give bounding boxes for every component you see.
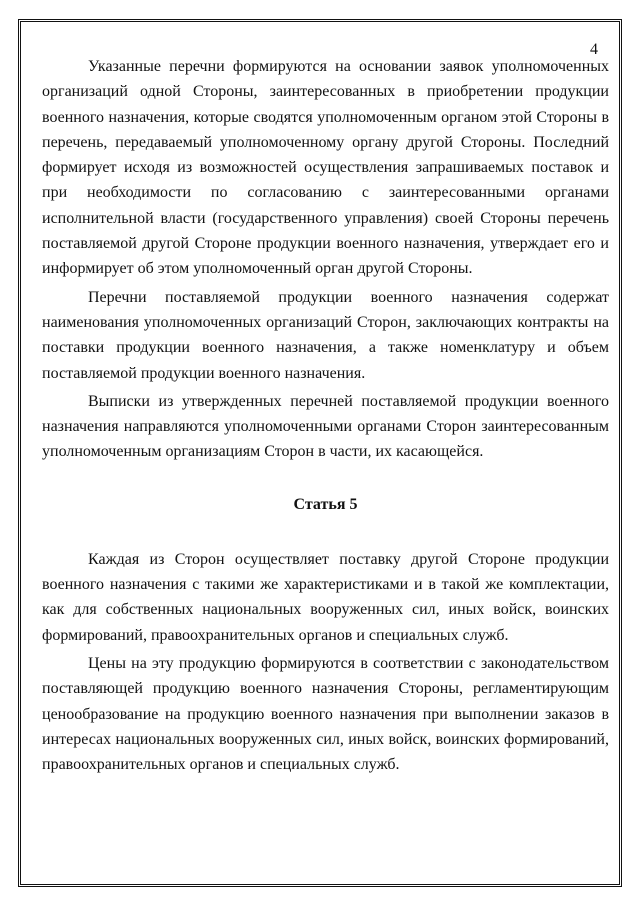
paragraph-extracts: Выписки из утвержденных перечней поставляемой продукции военного назначения направляются уполномоченными органами Сторон заинтересованным уполномоченным организациям Сторон в части, их касающейся. [42,392,609,461]
paragraph-pricing: Цены на эту продукцию формируются в соответствии с законодательством поставляющей продукцию военного назначения Стороны, регламентирующим ценообразование на продукцию военного назначения при выполнении заказов в интересах национальных вооруженных сил, иных войск, воинских формирований, правоохранительных органов и специальных служб. [42,654,609,774]
page-number: 4 [590,41,598,58]
paragraph-lists-formation: Указанные перечни формируются на основании заявок уполномоченных организаций одной Стороны, заинтересованных в приобретении продукции военного назначения, которые сводятся уполномоченным органом этой Стороны в перечень, передаваемый уполномоченному органу другой Стороны. Последний формирует исходя из возможностей осуществления запрашиваемых поставок и при необходимости по согласованию с заинтересованными органами исполнительной власти (государственного управления) своей Стороны перечень поставляемой другой Стороне продукции военного назначения, утверждает его и информирует об этом уполномоченный орган другой Стороны. [42,58,609,278]
article-heading: Статья 5 [293,495,358,513]
paragraph-lists-contents: Перечни поставляемой продукции военного назначения содержат наименования уполномоченных организаций Сторон, заключающих контракты на поставки продукции военного назначения, а также номенклатуру и объем поставляемой продукции военного назначения. [42,288,609,382]
document-body [42,54,609,777]
paragraph-supply-characteristics: Каждая из Сторон осуществляет поставку другой Стороне продукции военного назначения с такими же характеристиками и в такой же комплектации, как для собственных национальных вооруженных сил, иных войск, воинских формирований, правоохранительных органов и специальных служб. [42,550,609,644]
